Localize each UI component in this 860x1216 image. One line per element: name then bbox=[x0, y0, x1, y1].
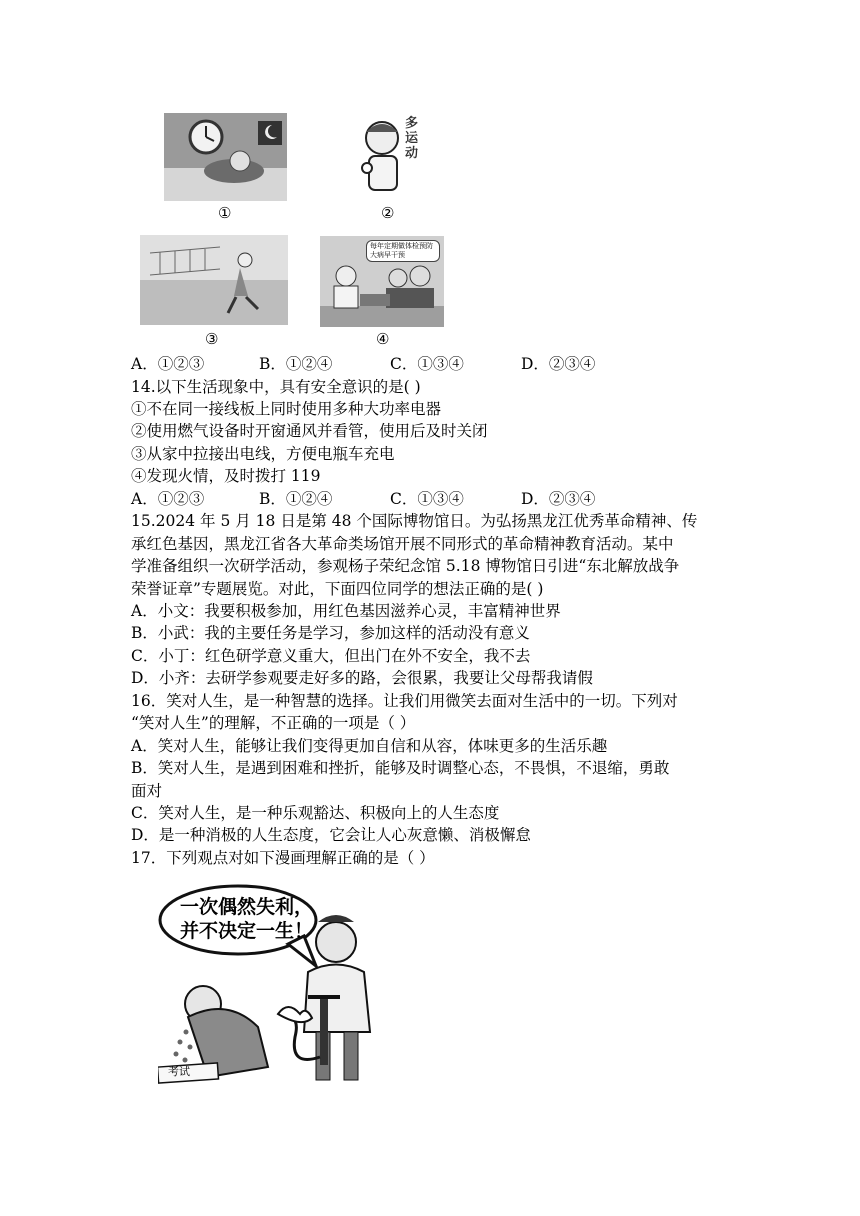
figure-4-label: 每年定期做体检预防大病早干预 bbox=[366, 240, 440, 262]
q15-stem-line-2: 承红色基因，黑龙江省各大革命类场馆开展不同形式的革命精神教育活动。某中 bbox=[131, 535, 674, 553]
q14-option-c[interactable]: C．①③④ bbox=[390, 490, 464, 508]
figure-2-label: 多运动 bbox=[405, 116, 419, 161]
q13-options bbox=[131, 353, 595, 375]
q14-item-3: ③从家中拉接出电线，方便电瓶车充电 bbox=[131, 445, 395, 463]
q16-stem-line-2: “笑对人生”的理解，不正确的一项是（ ） bbox=[131, 714, 416, 732]
figure-3-badminton bbox=[140, 235, 288, 325]
q13-option-d[interactable]: D．②③④ bbox=[521, 355, 596, 373]
q15-option-c[interactable]: C．小丁：红色研学意义重大，但出门在外不安全，我不去 bbox=[131, 647, 531, 665]
figure-2-caption: ② bbox=[381, 204, 395, 222]
q16-option-b[interactable]: B．笑对人生，是遇到困难和挫折，能够及时调整心态，不畏惧，不退缩，勇敢 bbox=[131, 759, 670, 777]
badminton-illustration bbox=[140, 235, 288, 325]
q14-item-4: ④发现火情，及时拨打 119 bbox=[131, 467, 321, 485]
q15-option-a[interactable]: A．小文：我要积极参加，用红色基因滋养心灵，丰富精神世界 bbox=[131, 602, 561, 620]
q17-stem: 17．下列观点对如下漫画理解正确的是（ ） bbox=[131, 849, 435, 867]
figure-3-caption: ③ bbox=[205, 330, 219, 348]
q14-item-1: ①不在同一接线板上同时使用多种大功率电器 bbox=[131, 400, 442, 418]
q16-stem-line-1: 16．笑对人生，是一种智慧的选择。让我们用微笑去面对生活中的一切。下列对 bbox=[131, 692, 678, 710]
night-study-illustration bbox=[164, 113, 287, 201]
q15-stem-line-4: 荣誉证章”专题展览。对此，下面四位同学的想法正确的是( ) bbox=[131, 580, 544, 598]
q14-option-d[interactable]: D．②③④ bbox=[521, 490, 596, 508]
q14-option-b[interactable]: B．①②④ bbox=[259, 490, 333, 508]
q16-option-b-cont: 面对 bbox=[131, 782, 163, 800]
q14-item-2: ②使用燃气设备时开窗通风并看管，使用后及时关闭 bbox=[131, 422, 488, 440]
q14-option-a[interactable]: A．①②③ bbox=[131, 490, 205, 508]
q16-option-a[interactable]: A．笑对人生，能够让我们变得更加自信和从容，体味更多的生活乐趣 bbox=[131, 737, 608, 755]
q13-option-c[interactable]: C．①③④ bbox=[390, 355, 464, 373]
q16-option-c[interactable]: C．笑对人生，是一种乐观豁达、积极向上的人生态度 bbox=[131, 804, 500, 822]
figure-1-caption: ① bbox=[218, 204, 232, 222]
q17-cartoon bbox=[158, 882, 423, 1085]
q14-stem: 14.以下生活现象中，具有安全意识的是( ) bbox=[131, 378, 421, 396]
bubble-text-line-1: 一次偶然失利， bbox=[180, 896, 314, 918]
q14-options bbox=[131, 488, 595, 510]
figure-2-exercise bbox=[347, 110, 429, 198]
q15-option-b[interactable]: B．小武：我的主要任务是学习，参加这样的活动没有意义 bbox=[131, 624, 530, 642]
figure-4-checkup bbox=[320, 236, 444, 327]
q15-stem-line-1: 15.2024 年 5 月 18 日是第 48 个国际博物馆日。为弘扬黑龙江优秀革命精神、传 bbox=[131, 512, 698, 530]
bubble-text-line-2: 并不决定一生！ bbox=[180, 920, 314, 942]
q15-stem-line-3: 学准备组织一次研学活动，参观杨子荣纪念馆 5.18 博物馆日引进“东北解放战争 bbox=[131, 557, 680, 575]
figure-1-sleep-late bbox=[164, 113, 287, 201]
figure-4-caption: ④ bbox=[376, 330, 390, 348]
q13-option-b[interactable]: B．①②④ bbox=[259, 355, 333, 373]
q16-option-d[interactable]: D．是一种消极的人生态度，它会让人心灰意懒、消极懈怠 bbox=[131, 826, 531, 844]
q15-option-d[interactable]: D．小齐：去研学参观要走好多的路，会很累，我要让父母帮我请假 bbox=[131, 669, 593, 687]
exam-paper-label: 考试 bbox=[168, 1065, 190, 1078]
q13-option-a[interactable]: A．①②③ bbox=[131, 355, 205, 373]
